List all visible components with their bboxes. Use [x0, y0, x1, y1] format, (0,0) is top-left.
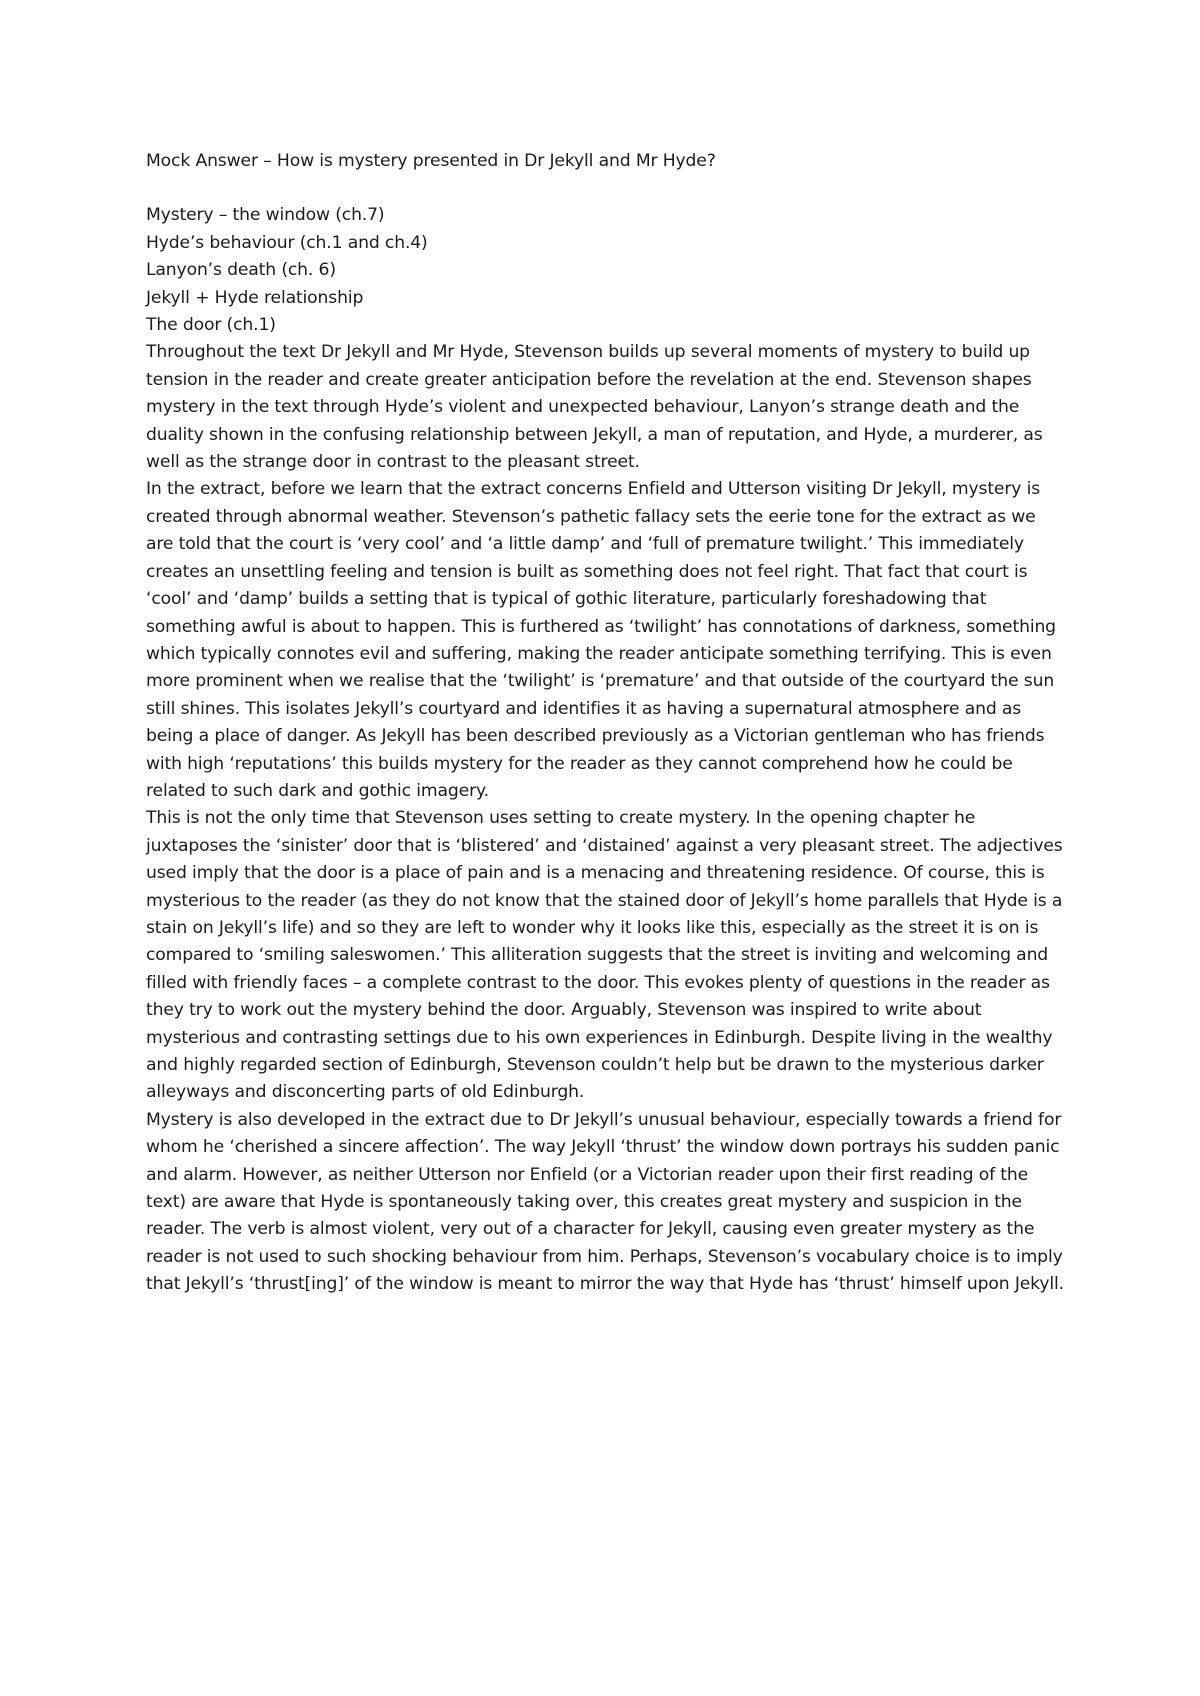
topic-item: Mystery – the window (ch.7) [146, 205, 385, 226]
paragraph-introduction: Throughout the text Dr Jekyll and Mr Hyde, Stevenson builds up several moments of mystery to build up tension in the reader and create greater anticipation before the revelation at the end. Stevenson shapes mystery in the text through Hyde’s violent and unexpected behaviour, Lanyon’s strange death and the duality shown in the confusing relationship between Jekyll, a man of reputation, and Hyde, a murderer, as well as the strange door in contrast to the pleasant street. [146, 342, 1043, 473]
paragraph-weather: In the extract, before we learn that the extract concerns Enfield and Utterson visiting Dr Jekyll, mystery is created through abnormal weather. Stevenson’s pathetic fallacy sets the eerie tone for the extract as we are told that the court is ‘very cool’ and ‘a little damp’ and ‘full of premature twilight.’ This immediately creates an unsettling feeling and tension is built as something does not feel right. That fact that court is ‘cool’ and ‘damp’ builds a setting that is typical of gothic literature, particularly foreshadowing that something awful is about to happen. This is furthered as ‘twilight’ has connotations of darkness, something which typically connotes evil and suffering, making the reader anticipate something terrifying. This is even more prominent when we realise that the ‘twilight’ is ‘premature’ and that outside of the courtyard the sun still shines. This isolates Jekyll’s courtyard and identifies it as having a supernatural atmosphere and as being a place of danger. As Jekyll has been described previously as a Victorian gentleman who has friends with high ‘reputations’ this builds mystery for the reader as they cannot comprehend how he could be related to such dark and gothic imagery. [146, 479, 1056, 801]
topic-item: The door (ch.1) [146, 315, 276, 336]
topic-item: Lanyon’s death (ch. 6) [146, 260, 336, 281]
topic-list [146, 202, 1066, 339]
document-body [146, 148, 1066, 1299]
paragraph-jekyll-behaviour: Mystery is also developed in the extract due to Dr Jekyll’s unusual behaviour, especially towards a friend for whom he ‘cherished a sincere affection’. The way Jekyll ‘thrust’ the window down portrays his sudden panic and alarm. However, as neither Utterson nor Enfield (or a Victorian reader upon their first reading of the text) are aware that Hyde is spontaneously taking over, this creates great mystery and suspicion in the reader. The verb is almost violent, very out of a character for Jekyll, causing even greater mystery as the reader is not used to such shocking behaviour from him. Perhaps, Stevenson’s vocabulary choice is to imply that Jekyll’s ‘thrust[ing]’ of the window is meant to mirror the way that Hyde has ‘thrust’ himself upon Jekyll. [146, 1109, 1064, 1295]
topic-item: Hyde’s behaviour (ch.1 and ch.4) [146, 232, 428, 253]
paragraph-door-setting: This is not the only time that Stevenson uses setting to create mystery. In the opening chapter he juxtaposes the ‘sinister’ door that is ‘blistered’ and ‘distained’ against a very pleasant street. The adjectives used imply that the door is a place of pain and is a menacing and threatening residence. Of course, this is mysterious to the reader (as they do not know that the stained door of Jekyll’s home parallels that Hyde is a stain on Jekyll’s life) and so they are left to wonder why it looks like this, especially as the street it is on is compared to ‘smiling saleswomen.’ This alliteration suggests that the street is inviting and welcoming and filled with friendly faces – a complete contrast to the door. This evokes plenty of questions in the reader as they try to work out the mystery behind the door. Arguably, Stevenson was inspired to write about mysterious and contrasting settings due to his own experiences in Edinburgh. Despite living in the wealthy and highly regarded section of Edinburgh, Stevenson couldn’t help but be drawn to the mysterious darker alleyways and disconcerting parts of old Edinburgh. [146, 808, 1063, 1103]
topic-item: Jekyll + Hyde relationship [146, 287, 364, 308]
document-title: Mock Answer – How is mystery presented in Dr Jekyll and Mr Hyde? [146, 151, 716, 171]
